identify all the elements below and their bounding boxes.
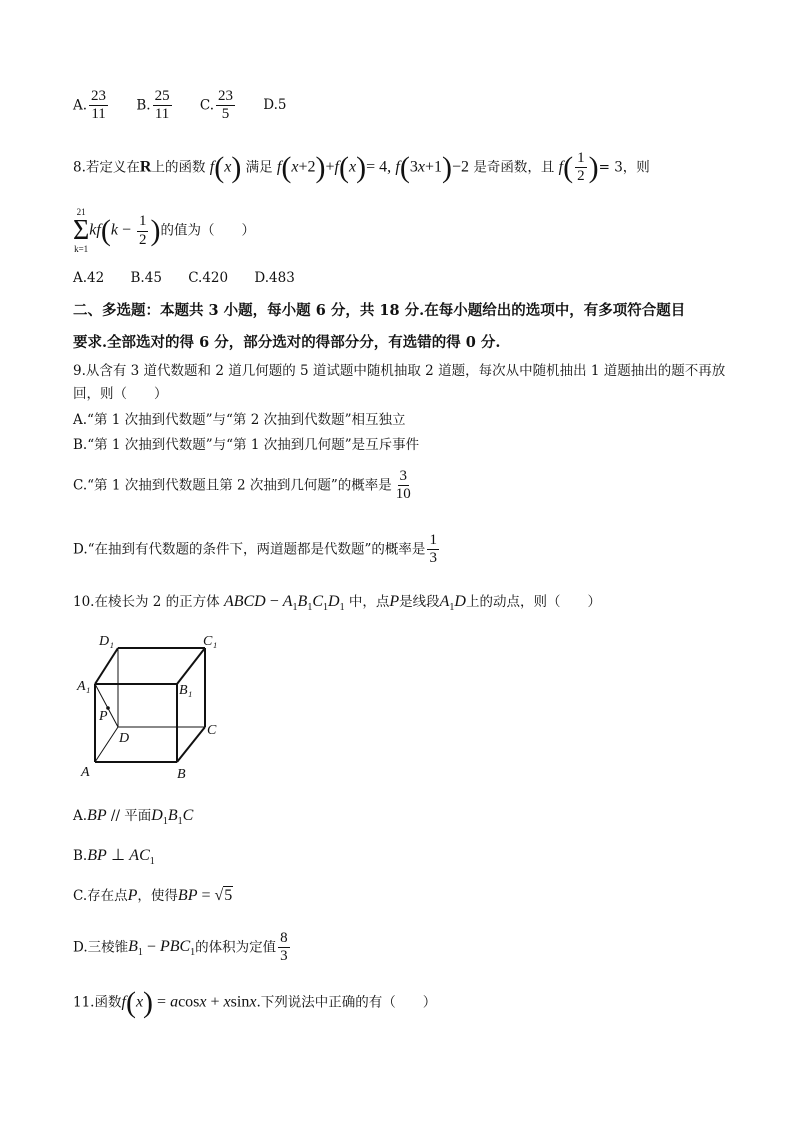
q8-option-b: B.45 (130, 270, 162, 286)
edge-b-c (177, 727, 205, 762)
q8-sum-line: 21 Σ k=1 kf(k − $\frac{1}{2}$ )的值为（ ） (73, 207, 255, 254)
q7-option-a: A. $\frac{23}{11}$ (73, 88, 107, 123)
sqrt-five: √5 (214, 887, 233, 904)
q7-options (73, 88, 309, 124)
label-a: A (81, 765, 90, 780)
label-a1: A₁ (77, 679, 91, 694)
section2-heading-line2: 要求.全部选对的得 6 分，部分选对的得部分分，有选错的得 0 分. (73, 334, 501, 351)
label-d1: D₁ (99, 634, 114, 649)
edge-a1-d1 (95, 648, 118, 684)
q7-option-d: D.5 (263, 97, 287, 114)
q8-option-a: A.42 (73, 270, 105, 286)
q7-option-c: C. $\frac{23}{5}$ (199, 88, 233, 123)
q8-stem: 8.若定义在R上的函数 f(x) 满足 f(x+2)+f(x)= 4, f(3x+1)−2 是奇函数，且 f( $\frac{1}{2}$ )= 3，则 (73, 150, 650, 185)
q9-option-d: D.“在抽到有代数题的条件下，两道题都是代数题”的概率是 $\frac{1}{3}$ (73, 532, 437, 567)
label-b1: B₁ (179, 683, 193, 698)
label-d: D (119, 731, 130, 746)
q10-option-d: D.三棱锥$B_1 - PBC_1$的体积为定值 $\frac{8}{3}$ (73, 930, 288, 965)
q9-stem-line2: 回，则（ ） (73, 386, 168, 402)
q10-option-a: A.BP // 平面$D_1B_1C$ (73, 807, 194, 828)
label-b: B (177, 767, 186, 782)
section2-heading-line1: 二、多选题：本题共 3 小题，每小题 6 分，共 18 分.在每小题给出的选项中，有多项符合题目 (73, 302, 686, 319)
q8-option-d: D.483 (254, 270, 295, 286)
q11-stem: 11.函数f(x) = acosx + xsinx.下列说法中正确的有（ ） (73, 986, 437, 1019)
q9-stem-line1: 9.从含有 3 道代数题和 2 道几何题的 5 道试题中随机抽取 2 道题，每次从中随机抽出 1 道题抽出的题不再放 (73, 363, 726, 379)
edge-c1-b1 (177, 648, 205, 684)
q10-stem: 10.在棱长为 2 的正方体 ABCD − $A_1B_1C_1D_1$ 中，点P是线段$A_1D$上的动点，则（ ） (73, 593, 601, 614)
cube-figure (75, 632, 235, 782)
q10-option-b: B.BP ⊥ $AC_1$ (73, 847, 155, 868)
label-c1: C₁ (203, 634, 218, 649)
q9-option-a: A.“第 1 次抽到代数题”与“第 2 次抽到代数题”相互独立 (73, 412, 406, 428)
label-p: P (99, 709, 108, 724)
summation-symbol: 21 Σ k=1 (73, 207, 90, 254)
q9-option-c: C.“第 1 次抽到代数题且第 2 次抽到几何题”的概率是 $\frac{3}{10}$ (73, 468, 411, 503)
edge-a-d (95, 727, 118, 762)
q7-option-b: B. $\frac{25}{11}$ (136, 88, 170, 123)
label-c: C (207, 723, 217, 738)
q9-option-b: B.“第 1 次抽到代数题”与“第 1 次抽到几何题”是互斥事件 (73, 437, 420, 453)
q8-options (73, 270, 317, 286)
q8-option-c: C.420 (188, 270, 229, 286)
q10-option-c: C.存在点P，使得BP = √5 (73, 887, 233, 904)
